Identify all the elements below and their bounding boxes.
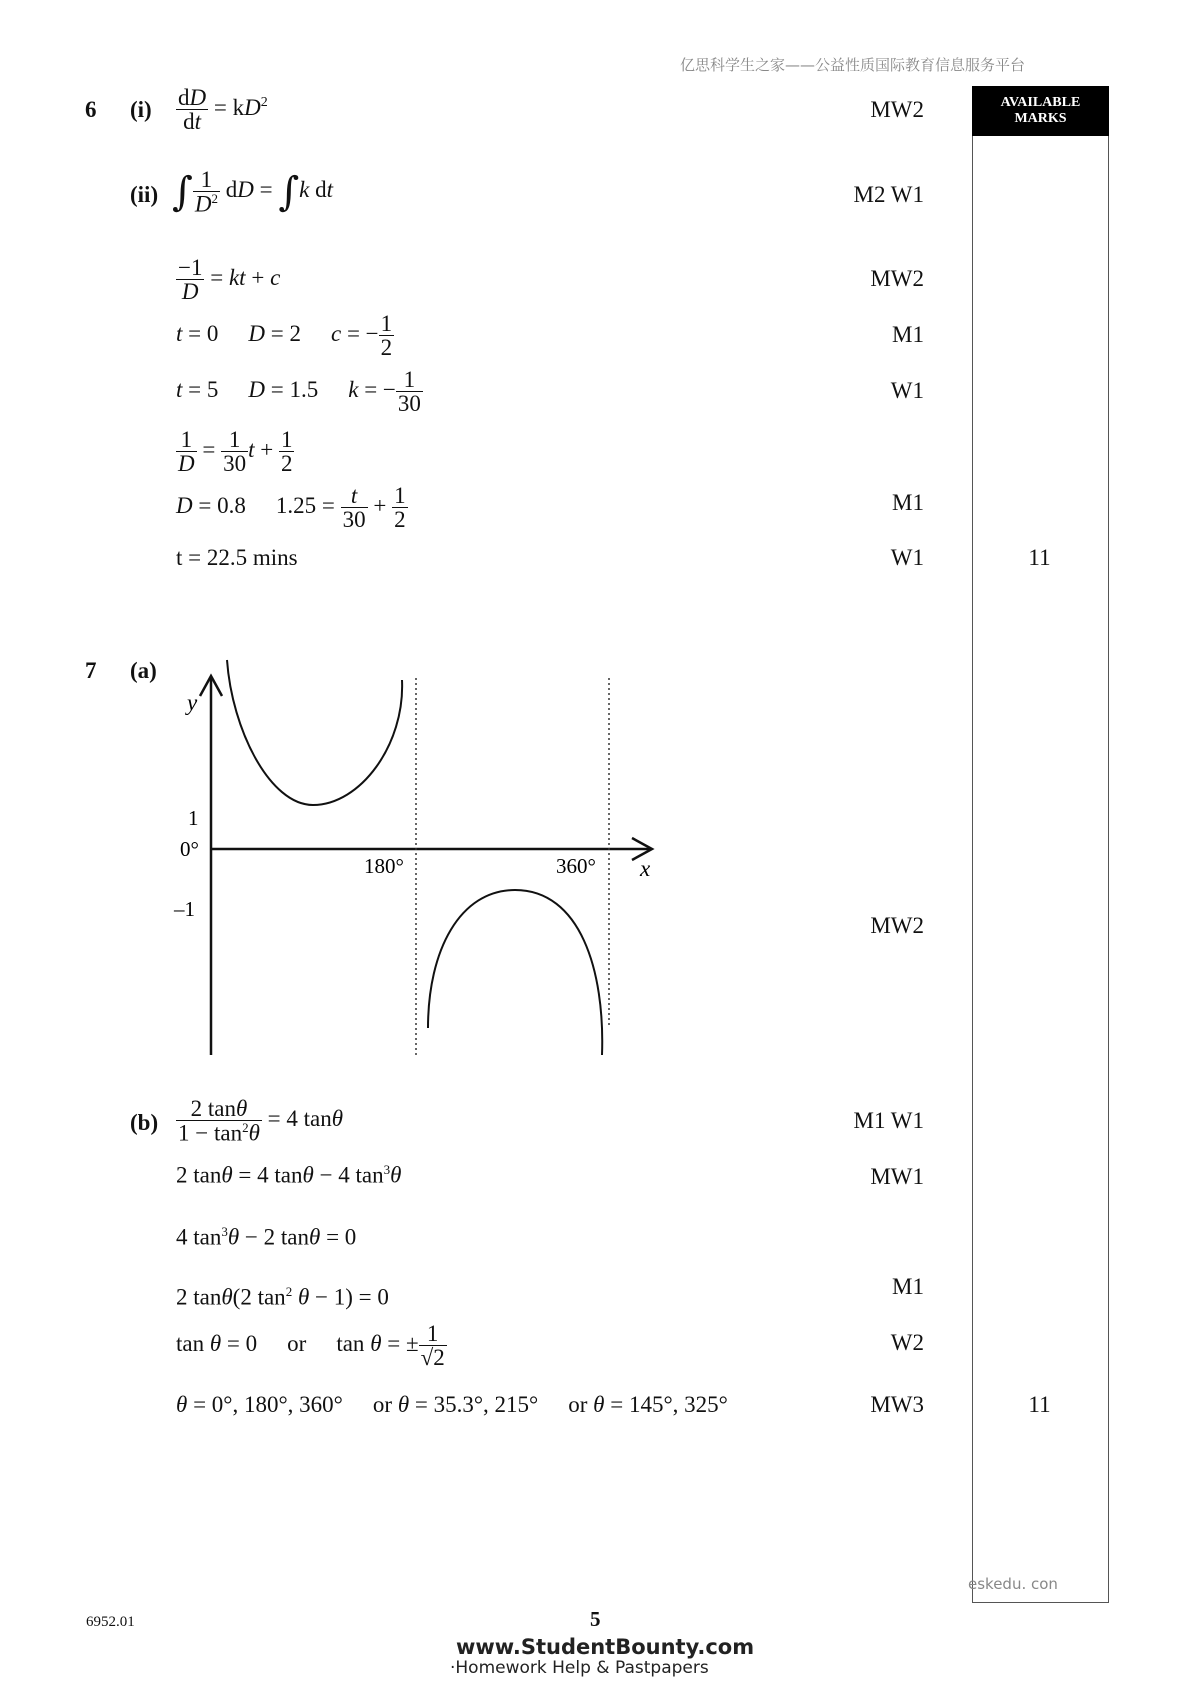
q6-ii-mark: M2 W1 <box>853 182 924 207</box>
q7-b-line-2: 2 tanθ = 4 tanθ − 4 $\tan^3\theta$ <box>176 1162 402 1188</box>
question-6-part-i: (i) <box>130 97 152 122</box>
lower-curve-branch <box>428 890 602 1055</box>
question-6-number: 6 <box>85 97 97 122</box>
x-axis-label: x <box>640 856 651 881</box>
tick-label-1: 1 <box>188 806 199 830</box>
eskedu-watermark: eskedu. con <box>968 1575 1058 1593</box>
available-marks-column <box>972 86 1109 1603</box>
studentbounty-link[interactable]: www.StudentBounty.com <box>456 1635 755 1659</box>
q6-line-5-mark: W1 <box>890 378 924 403</box>
question-6-part-ii: (ii) <box>130 182 159 207</box>
y-axis-label: y <box>187 690 198 715</box>
q6-line-7: D = 0.8 1.25 = $\frac{t}{30}$ + $\frac{1}{2}$ <box>176 483 406 532</box>
paper-code: 6952.01 <box>86 1614 135 1630</box>
available-marks-header <box>972 86 1109 136</box>
q7-b-line-6-mark: MW3 <box>870 1392 924 1417</box>
or-word-2: or <box>372 1392 393 1417</box>
or-word-1: or <box>287 1330 307 1356</box>
studentbounty-tagline: ·Homework Help & Pastpapers <box>450 1658 709 1678</box>
q7-b-line-2-mark: MW1 <box>870 1164 924 1189</box>
tick-label-180: 180° <box>364 854 404 878</box>
upper-curve-branch <box>227 660 402 805</box>
tick-label-0: 0° <box>180 837 199 861</box>
question-7-part-b: (b) <box>130 1110 159 1135</box>
q6-i-equation: $\frac{dD}{dt}$ = $kD^2$ <box>178 85 268 134</box>
q6-final-mark: W1 <box>890 545 924 570</box>
question-7-part-a: (a) <box>130 658 157 683</box>
cosec-graph <box>160 650 680 1060</box>
q6-line-3: $\frac{-1}{D}$ = kt + c <box>178 255 281 304</box>
marks-header-line2: MARKS <box>1014 111 1067 126</box>
q6-line-4: t = 0 D = 2 c = − $\frac{1}{2}$ <box>176 311 393 360</box>
q7-b-line-6: θ = 0°, 180°, 360° or θ = 35.3°, 215° or θ = 145°, 325° <box>176 1392 728 1417</box>
q6-line-3-mark: MW2 <box>870 266 924 291</box>
q6-line-6: $\frac{1}{D}$ = $\frac{1}{30}$ t + $\frac{1}{2}$ <box>178 427 293 476</box>
q7-b-line-1-mark: M1 W1 <box>853 1108 924 1133</box>
q6-ii-integral: ∫ $\frac{1}{D^2}$ dD = ∫k dt <box>172 167 334 217</box>
q7-b-line-3: 4 $\tan^3\theta - 2$ tanθ = 0 <box>176 1224 357 1250</box>
q7-b-line-5: tan θ = 0 or tan θ = ± $\frac{1}{√2}$ <box>176 1321 445 1370</box>
q7-b-line-5-mark: W2 <box>890 1330 924 1355</box>
q6-line-7-mark: M1 <box>892 490 924 515</box>
q6-total-marks: 11 <box>1028 545 1051 570</box>
q7-b-line-1: $\frac{2 \tan\theta}{1 - \tan^2\theta}$ = 4 tanθ <box>178 1096 344 1146</box>
q6-final-answer: t = 22.5 mins <box>176 545 298 570</box>
q6-line-5: t = 5 D = 1.5 k = − $\frac{1}{30}$ <box>176 367 421 416</box>
header-watermark: 亿思科学生之家——公益性质国际教育信息服务平台 <box>680 56 1026 74</box>
tick-label-360: 360° <box>556 854 596 878</box>
tick-label-minus-1: –1 <box>174 897 195 921</box>
q7-b-line-4: 2 tanθ(2 $\tan^2 \theta - 1) = 0$ <box>176 1284 389 1310</box>
marks-header-line1: AVAILABLE <box>1000 95 1081 110</box>
q7-a-mark: MW2 <box>870 913 924 938</box>
q7-total-marks: 11 <box>1028 1392 1051 1417</box>
q6-i-mark: MW2 <box>870 97 924 122</box>
or-word-3: or <box>568 1392 588 1417</box>
q7-b-line-4-mark: M1 <box>892 1274 924 1299</box>
page-number: 5 <box>590 1607 601 1631</box>
q6-line-4-mark: M1 <box>892 322 924 347</box>
question-7-number: 7 <box>85 658 97 683</box>
